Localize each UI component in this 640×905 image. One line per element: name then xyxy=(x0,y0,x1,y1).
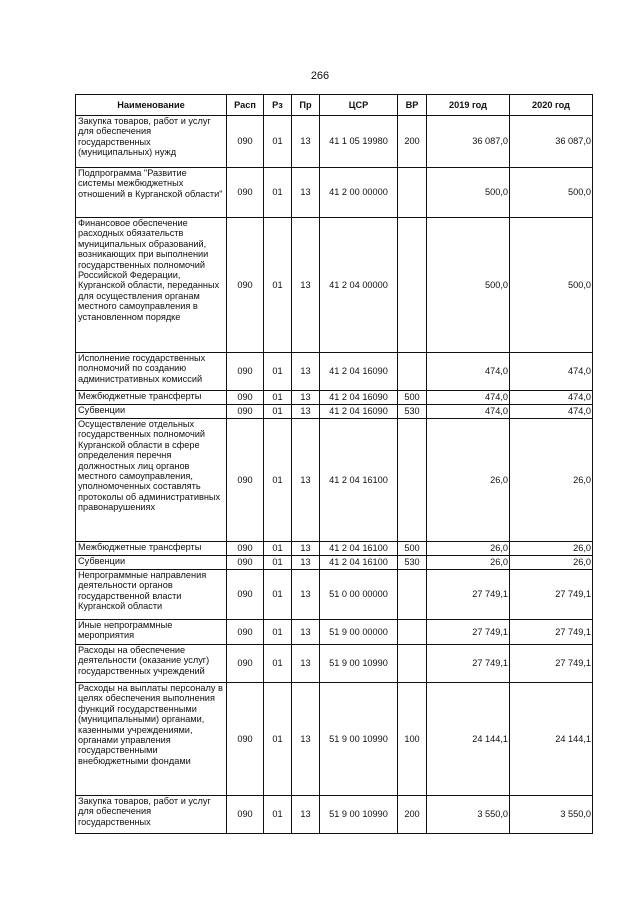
row-vr: 500 xyxy=(398,542,427,556)
row-rz: 01 xyxy=(264,405,292,419)
row-name-text: Финансовое обеспечение расходных обязательств муниципальных образований, возникающих при выполнении государственных полномочий Российской Федерации, Курганской области, переданных для осуществления органам местного самоуправления в установленном порядке xyxy=(78,218,220,322)
row-name xyxy=(76,683,227,796)
row-2020: 474,0 xyxy=(510,391,593,405)
row-csr: 41 2 04 16090 xyxy=(320,391,398,405)
row-rz: 01 xyxy=(264,683,292,796)
row-rz: 01 xyxy=(264,419,292,542)
row-name-text: Закупка товаров, работ и услуг для обеспечения государственных xyxy=(78,796,211,827)
row-rasp: 090 xyxy=(227,683,264,796)
page-number: 266 xyxy=(310,70,330,82)
row-2020: 474,0 xyxy=(510,405,593,419)
row-2020: 26,0 xyxy=(510,542,593,556)
table-row xyxy=(76,556,593,570)
row-2019: 27 749,1 xyxy=(427,645,510,683)
row-pr: 13 xyxy=(292,570,320,620)
row-rasp: 090 xyxy=(227,419,264,542)
row-vr: 500 xyxy=(398,391,427,405)
row-name xyxy=(76,645,227,683)
row-pr: 13 xyxy=(292,419,320,542)
row-csr: 41 2 04 00000 xyxy=(320,218,398,353)
row-name xyxy=(76,556,227,570)
header-vr: ВР xyxy=(398,95,427,116)
table-header-row xyxy=(76,95,593,116)
row-csr: 41 2 04 16100 xyxy=(320,419,398,542)
row-pr: 13 xyxy=(292,556,320,570)
row-vr xyxy=(398,353,427,391)
row-name-text: Межбюджетные трансферты xyxy=(78,391,202,401)
header-name: Наименование xyxy=(76,95,227,116)
row-2019: 500,0 xyxy=(427,168,510,218)
row-csr: 51 9 00 10990 xyxy=(320,645,398,683)
row-vr xyxy=(398,218,427,353)
row-rasp: 090 xyxy=(227,645,264,683)
row-pr: 13 xyxy=(292,542,320,556)
table-row xyxy=(76,419,593,542)
row-2019: 474,0 xyxy=(427,353,510,391)
row-name xyxy=(76,353,227,391)
row-name xyxy=(76,116,227,168)
table-row xyxy=(76,116,593,168)
table-row xyxy=(76,542,593,556)
row-2020: 26,0 xyxy=(510,556,593,570)
table-row xyxy=(76,218,593,353)
row-rasp: 090 xyxy=(227,116,264,168)
row-pr: 13 xyxy=(292,796,320,834)
row-pr: 13 xyxy=(292,353,320,391)
row-pr: 13 xyxy=(292,405,320,419)
row-2019: 474,0 xyxy=(427,405,510,419)
row-pr: 13 xyxy=(292,168,320,218)
row-vr xyxy=(398,419,427,542)
row-name-text: Межбюджетные трансферты xyxy=(78,542,202,552)
row-rasp: 090 xyxy=(227,570,264,620)
row-name xyxy=(76,218,227,353)
row-csr: 51 0 00 00000 xyxy=(320,570,398,620)
row-rz: 01 xyxy=(264,218,292,353)
row-rz: 01 xyxy=(264,542,292,556)
table-row xyxy=(76,168,593,218)
row-2019: 27 749,1 xyxy=(427,620,510,645)
row-rasp: 090 xyxy=(227,353,264,391)
row-rz: 01 xyxy=(264,796,292,834)
table-row xyxy=(76,796,593,834)
row-2019: 26,0 xyxy=(427,556,510,570)
row-rz: 01 xyxy=(264,353,292,391)
table-row xyxy=(76,353,593,391)
row-rz: 01 xyxy=(264,168,292,218)
row-2019: 26,0 xyxy=(427,419,510,542)
header-csr: ЦСР xyxy=(320,95,398,116)
header-rasp: Расп xyxy=(227,95,264,116)
row-2020: 27 749,1 xyxy=(510,570,593,620)
row-name xyxy=(76,419,227,542)
row-2020: 474,0 xyxy=(510,353,593,391)
budget-table xyxy=(75,94,593,834)
row-2019: 3 550,0 xyxy=(427,796,510,834)
header-pr: Пр xyxy=(292,95,320,116)
row-csr: 41 1 05 19980 xyxy=(320,116,398,168)
row-rz: 01 xyxy=(264,570,292,620)
header-2020: 2020 год xyxy=(510,95,593,116)
row-2020: 3 550,0 xyxy=(510,796,593,834)
row-vr: 200 xyxy=(398,116,427,168)
header-2019: 2019 год xyxy=(427,95,510,116)
row-name-text: Субвенции xyxy=(78,556,126,566)
row-2020: 36 087,0 xyxy=(510,116,593,168)
row-csr: 41 2 04 16100 xyxy=(320,556,398,570)
row-2020: 27 749,1 xyxy=(510,620,593,645)
row-vr xyxy=(398,645,427,683)
row-2019: 500,0 xyxy=(427,218,510,353)
row-rz: 01 xyxy=(264,620,292,645)
table-row xyxy=(76,645,593,683)
row-pr: 13 xyxy=(292,620,320,645)
row-2019: 474,0 xyxy=(427,391,510,405)
row-rasp: 090 xyxy=(227,556,264,570)
row-2019: 36 087,0 xyxy=(427,116,510,168)
row-name xyxy=(76,620,227,645)
row-rasp: 090 xyxy=(227,796,264,834)
row-2019: 26,0 xyxy=(427,542,510,556)
row-2020: 24 144,1 xyxy=(510,683,593,796)
table-row xyxy=(76,620,593,645)
row-vr xyxy=(398,620,427,645)
row-name xyxy=(76,405,227,419)
row-rasp: 090 xyxy=(227,391,264,405)
table-row xyxy=(76,683,593,796)
row-name-text: Непрограммные направления деятельности органов государственной власти Курганской области xyxy=(78,570,207,612)
row-name-text: Закупка товаров, работ и услуг для обеспечения государственных (муниципальных) нужд xyxy=(78,116,211,158)
row-pr: 13 xyxy=(292,683,320,796)
row-vr: 100 xyxy=(398,683,427,796)
row-csr: 51 9 00 10990 xyxy=(320,683,398,796)
row-name-text: Расходы на выплаты персоналу в целях обеспечения выполнения функций государственными (муниципальными) органами, казенными учреждениями, органами управления государственными внебюджетными фондами xyxy=(78,683,223,766)
row-csr: 41 2 00 00000 xyxy=(320,168,398,218)
row-rz: 01 xyxy=(264,645,292,683)
row-csr: 51 9 00 10990 xyxy=(320,796,398,834)
row-pr: 13 xyxy=(292,391,320,405)
row-vr: 530 xyxy=(398,556,427,570)
row-2019: 27 749,1 xyxy=(427,570,510,620)
row-pr: 13 xyxy=(292,218,320,353)
row-csr: 41 2 04 16090 xyxy=(320,353,398,391)
row-vr: 530 xyxy=(398,405,427,419)
row-name xyxy=(76,168,227,218)
row-2020: 26,0 xyxy=(510,419,593,542)
row-2020: 27 749,1 xyxy=(510,645,593,683)
row-2019: 24 144,1 xyxy=(427,683,510,796)
row-name-text: Подпрограмма "Развитие системы межбюджетных отношений в Курганской области" xyxy=(78,168,223,199)
row-name-text: Осуществление отдельных государственных полномочий Курганской области в сфере определения перечня должностных лиц органов местного самоуправления, уполномоченных составлять протоколы об административных правонарушениях xyxy=(78,419,221,513)
header-rz: Рз xyxy=(264,95,292,116)
row-pr: 13 xyxy=(292,645,320,683)
row-rasp: 090 xyxy=(227,218,264,353)
row-name-text: Субвенции xyxy=(78,405,126,415)
row-name xyxy=(76,796,227,834)
row-2020: 500,0 xyxy=(510,168,593,218)
row-rz: 01 xyxy=(264,116,292,168)
row-rz: 01 xyxy=(264,556,292,570)
row-name-text: Расходы на обеспечение деятельности (оказание услуг) государственных учреждений xyxy=(78,645,210,676)
row-csr: 51 9 00 00000 xyxy=(320,620,398,645)
row-name-text: Исполнение государственных полномочий по созданию административных комиссий xyxy=(78,353,206,384)
row-pr: 13 xyxy=(292,116,320,168)
table-row xyxy=(76,391,593,405)
row-vr xyxy=(398,168,427,218)
row-csr: 41 2 04 16090 xyxy=(320,405,398,419)
row-csr: 41 2 04 16100 xyxy=(320,542,398,556)
table-row xyxy=(76,405,593,419)
row-rasp: 090 xyxy=(227,542,264,556)
row-rasp: 090 xyxy=(227,405,264,419)
table-row xyxy=(76,570,593,620)
row-name xyxy=(76,391,227,405)
row-name xyxy=(76,570,227,620)
row-vr: 200 xyxy=(398,796,427,834)
row-rasp: 090 xyxy=(227,168,264,218)
row-name-text: Иные непрограммные мероприятия xyxy=(78,620,173,641)
row-name xyxy=(76,542,227,556)
row-rz: 01 xyxy=(264,391,292,405)
row-rasp: 090 xyxy=(227,620,264,645)
row-2020: 500,0 xyxy=(510,218,593,353)
row-vr xyxy=(398,570,427,620)
